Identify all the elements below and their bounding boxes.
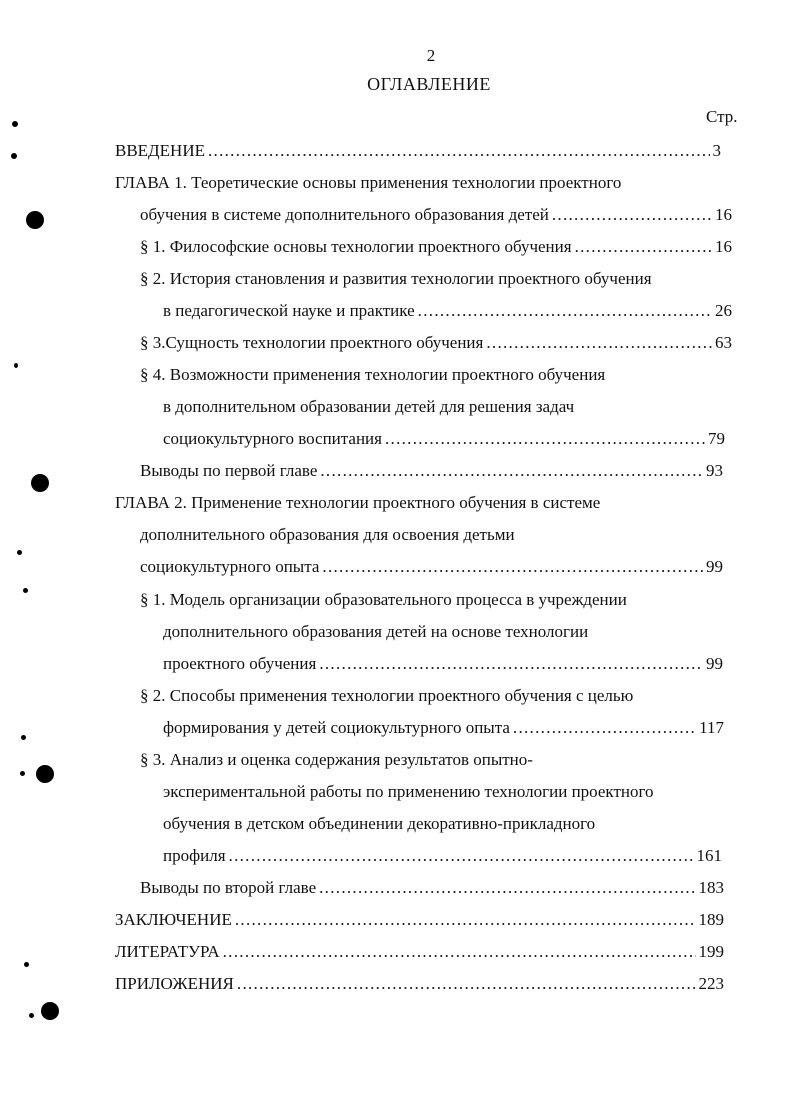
toc-ch2-section1-line3 xyxy=(163,654,723,674)
dot-leader xyxy=(237,974,696,994)
dot-leader xyxy=(513,718,696,738)
toc-entry-label: § 3.Сущность технологии проектного обучения xyxy=(140,333,484,352)
scan-speck xyxy=(17,550,22,555)
toc-entry-label: в педагогической науке и практике xyxy=(163,301,415,320)
toc-chapter2-title-line1: ГЛАВА 2. Применение технологии проектного обучения в системе xyxy=(115,493,601,512)
dot-leader xyxy=(235,910,696,930)
dot-leader xyxy=(486,333,712,353)
toc-page-number: 161 xyxy=(696,846,722,865)
toc-ch2-conclusions xyxy=(140,878,724,898)
page-column-header: Стр. xyxy=(706,107,738,126)
toc-ch2-section3-line1: § 3. Анализ и оценка содержания результатов опытно- xyxy=(140,750,533,769)
toc-page-number: 223 xyxy=(698,974,724,993)
toc-entry-label: Выводы по первой главе xyxy=(140,461,318,480)
toc-ch1-section2-line2 xyxy=(163,301,732,321)
toc-ch2-section3-line4 xyxy=(163,846,722,866)
toc-ch2-section1-line1: § 1. Модель организации образовательного процесса в учреждении xyxy=(140,590,627,609)
toc-page-number: 16 xyxy=(715,237,732,256)
toc-entry-label: § 1. Философские основы технологии проектного обучения xyxy=(140,237,572,256)
toc-ch1-section3 xyxy=(140,333,732,353)
toc-page-number: 16 xyxy=(715,205,732,224)
toc-entry-label: Выводы по второй главе xyxy=(140,878,317,897)
dot-leader xyxy=(319,878,695,898)
toc-chapter2-title-line2: дополнительного образования для освоения детьми xyxy=(140,525,515,544)
toc-ch1-section1 xyxy=(140,237,732,257)
dot-leader xyxy=(322,557,703,577)
scan-speck xyxy=(23,588,28,593)
dot-leader xyxy=(575,237,712,257)
toc-page-number: 117 xyxy=(699,718,724,737)
toc-chapter1-title-line1: ГЛАВА 1. Теоретические основы применения технологии проектного xyxy=(115,173,622,192)
scan-speck xyxy=(21,735,26,740)
toc-ch1-section2-line1: § 2. История становления и развития технологии проектного обучения xyxy=(140,269,652,288)
toc-entry-literature xyxy=(115,942,724,962)
toc-entry-label: ЗАКЛЮЧЕНИЕ xyxy=(115,910,232,929)
toc-page-number: 183 xyxy=(698,878,724,897)
page-number: 2 xyxy=(426,46,436,65)
toc-entry-label: социокультурного воспитания xyxy=(163,429,382,448)
dot-leader xyxy=(418,301,712,321)
toc-entry-intro xyxy=(115,141,721,161)
toc-ch1-conclusions xyxy=(140,461,723,481)
toc-ch1-section4-line3 xyxy=(163,429,725,449)
dot-leader xyxy=(385,429,705,449)
toc-entry-label: профиля xyxy=(163,846,226,865)
toc-entry-label: проектного обучения xyxy=(163,654,317,673)
scan-speck xyxy=(11,153,17,159)
scan-hole xyxy=(36,765,54,783)
toc-entry-label: обучения в системе дополнительного образования детей xyxy=(140,205,549,224)
scan-speck xyxy=(29,1013,34,1018)
toc-page-number: 199 xyxy=(698,942,724,961)
scan-speck xyxy=(20,771,25,776)
toc-page-number: 99 xyxy=(706,654,723,673)
toc-page-number: 189 xyxy=(698,910,724,929)
scan-speck xyxy=(24,962,29,967)
scan-speck xyxy=(12,121,18,127)
toc-ch2-section2-line2 xyxy=(163,718,724,738)
scan-hole xyxy=(26,211,44,229)
dot-leader xyxy=(320,461,703,481)
toc-entry-label: ПРИЛОЖЕНИЯ xyxy=(115,974,234,993)
toc-entry-label: социокультурного опыта xyxy=(140,557,320,576)
dot-leader xyxy=(223,942,696,962)
toc-ch1-section4-line1: § 4. Возможности применения технологии проектного обучения xyxy=(140,365,606,384)
scan-hole xyxy=(41,1002,59,1020)
toc-ch2-section2-line1: § 2. Способы применения технологии проектного обучения с целью xyxy=(140,686,634,705)
toc-ch2-section1-line2: дополнительного образования детей на основе технологии xyxy=(163,622,589,641)
toc-entry-label: ВВЕДЕНИЕ xyxy=(115,141,205,160)
dot-leader xyxy=(229,846,694,866)
scan-hole xyxy=(31,474,49,492)
toc-entry-appendices xyxy=(115,974,724,994)
dot-leader xyxy=(208,141,710,161)
toc-page-number: 63 xyxy=(715,333,732,352)
toc-ch2-section3-line3: обучения в детском объединении декоративно-прикладного xyxy=(163,814,596,833)
toc-entry-label: ЛИТЕРАТУРА xyxy=(115,942,220,961)
toc-chapter2-title-line3 xyxy=(140,557,723,577)
toc-page-number: 99 xyxy=(706,557,723,576)
dot-leader xyxy=(552,205,712,225)
toc-ch1-section4-line2: в дополнительном образовании детей для решения задач xyxy=(163,397,575,416)
toc-entry-conclusion xyxy=(115,910,724,930)
toc-page-number: 26 xyxy=(715,301,732,320)
toc-page-number: 79 xyxy=(708,429,725,448)
toc-page-number: 93 xyxy=(706,461,723,480)
toc-page-number: 3 xyxy=(712,141,721,160)
dot-leader xyxy=(319,654,703,674)
toc-ch2-section3-line2: экспериментальной работы по применению технологии проектного xyxy=(163,782,654,801)
toc-chapter1-title-line2 xyxy=(140,205,732,225)
scan-speck xyxy=(14,363,18,368)
toc-entry-label: формирования у детей социокультурного опыта xyxy=(163,718,510,737)
toc-title: ОГЛАВЛЕНИЕ xyxy=(367,74,491,94)
